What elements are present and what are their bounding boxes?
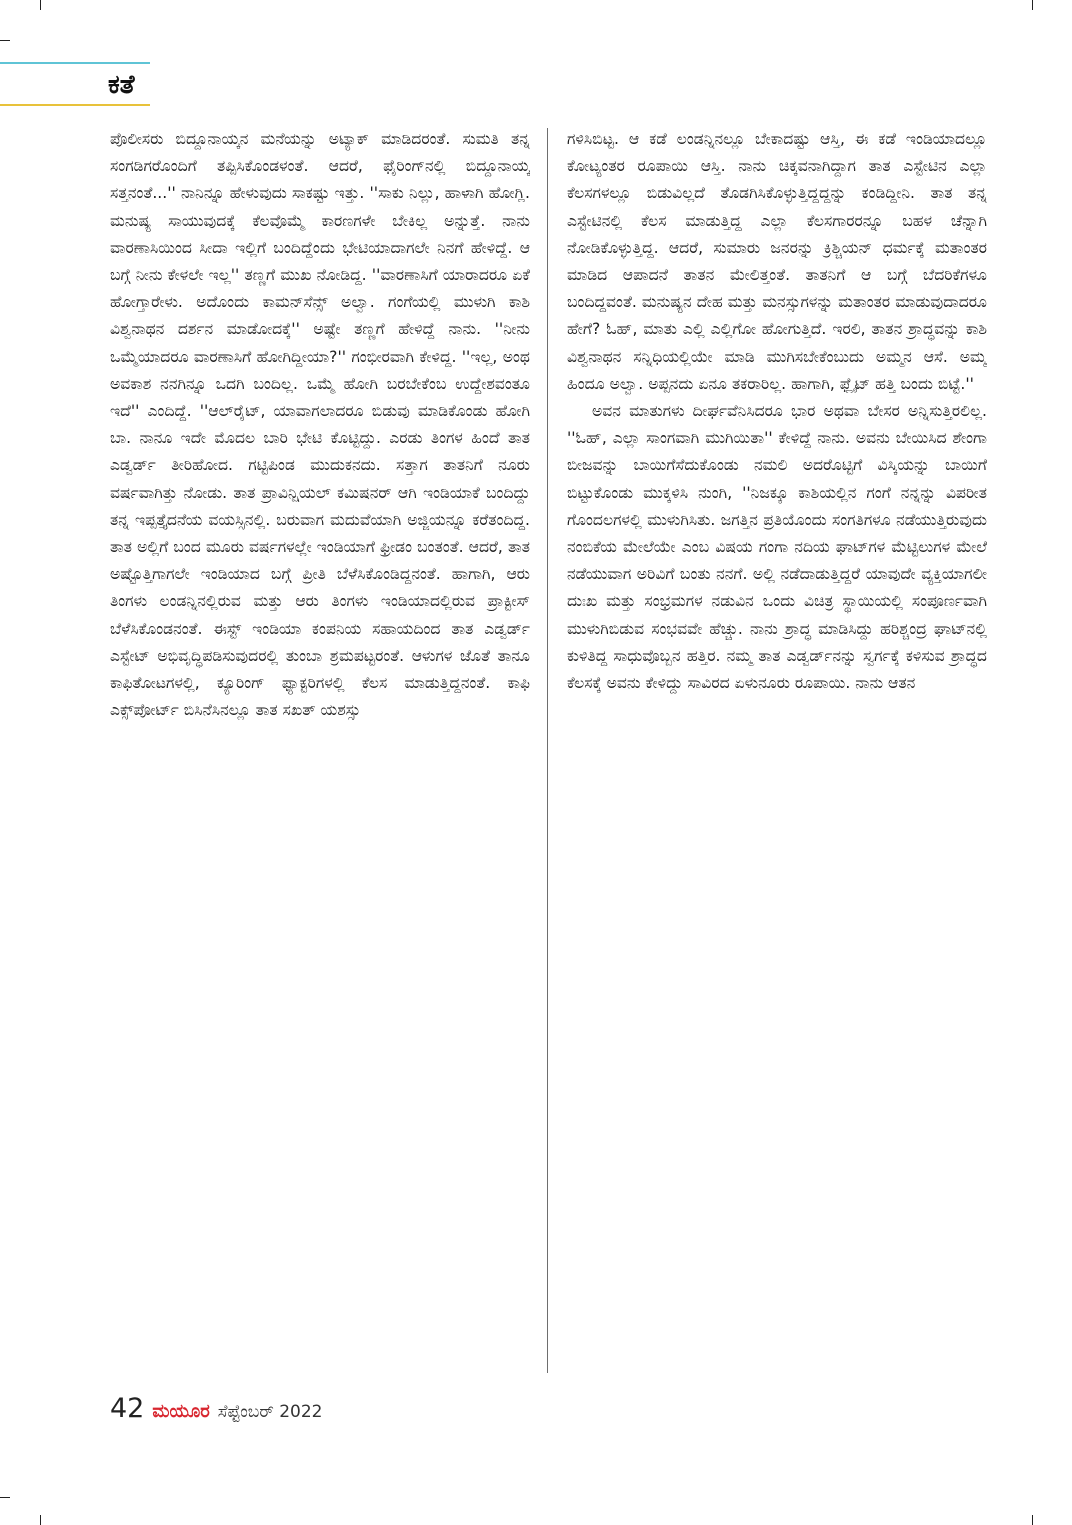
page-number: 42 (110, 1393, 145, 1424)
crop-mark (40, 0, 41, 10)
text-column-left (110, 126, 530, 1376)
issue-date: ಸೆಪ್ಟೆಂಬರ್ 2022 (217, 1402, 323, 1422)
paragraph: ಗಳಿಸಿಬಿಟ್ಟ. ಆ ಕಡೆ ಲಂಡನ್ನಿನಲ್ಲೂ ಬೇಕಾದಷ್ಟು ಆಸ್ತಿ, ಈ ಕಡೆ ಇಂಡಿಯಾದಲ್ಲೂ ಕೋಟ್ಯಂತರ ರೂಪಾಯಿ ಆಸ್ತಿ. ನಾನು ಚಿಕ್ಕವನಾಗಿದ್ದಾಗ ತಾತ ಎಸ್ಟೇಟಿನ ಎಲ್ಲಾ ಕೆಲಸಗಳಲ್ಲೂ ಬಿಡುವಿಲ್ಲದೆ ತೊಡಗಿಸಿಕೊಳ್ಳುತ್ತಿದ್ದದ್ದನ್ನು ಕಂಡಿದ್ದೀನಿ. ತಾತ ತನ್ನ ಎಸ್ಟೇಟಿನಲ್ಲಿ ಕೆಲಸ ಮಾಡುತ್ತಿದ್ದ ಎಲ್ಲಾ ಕೆಲಸಗಾರರನ್ನೂ ಬಹಳ ಚೆನ್ನಾಗಿ ನೋಡಿಕೊಳ್ಳುತ್ತಿದ್ದ. ಆದರೆ, ಸುಮಾರು ಜನರನ್ನು ಕ್ರಿಶ್ಚಿಯನ್ ಧರ್ಮಕ್ಕೆ ಮತಾಂತರ ಮಾಡಿದ ಆಪಾದನೆ ತಾತನ ಮೇಲಿತ್ತಂತೆ. ತಾತನಿಗೆ ಆ ಬಗ್ಗೆ ಬೆದರಿಕೆಗಳೂ ಬಂದಿದ್ದವಂತೆ. ಮನುಷ್ಯನ ದೇಹ ಮತ್ತು ಮನಸ್ಸುಗಳನ್ನು ಮತಾಂತರ ಮಾಡುವುದಾದರೂ ಹೇಗೆ? ಓಹ್, ಮಾತು ಎಲ್ಲಿ ಎಲ್ಲಿಗೋ ಹೋಗುತ್ತಿದೆ. ಇರಲಿ, ತಾತನ ಶ್ರಾದ್ಧವನ್ನು ಕಾಶಿ ವಿಶ್ವನಾಥನ ಸನ್ನಿಧಿಯಲ್ಲಿಯೇ ಮಾಡಿ ಮುಗಿಸಬೇಕೆಂಬುದು ಅಮ್ಮನ ಆಸೆ. ಅಮ್ಮ ಹಿಂದೂ ಅಲ್ವಾ. ಅಪ್ಪನದು ಏನೂ ತಕರಾರಿಲ್ಲ. ಹಾಗಾಗಿ, ಫ್ಲೈಟ್ ಹತ್ತಿ ಬಂದು ಬಿಟ್ಟೆ.'' (567, 130, 987, 393)
crop-mark (0, 1497, 10, 1498)
page-footer (110, 1393, 322, 1427)
section-rule-bottom (0, 104, 150, 106)
crop-mark (1032, 0, 1033, 10)
section-label: ಕತೆ (108, 70, 135, 100)
crop-mark (40, 1515, 41, 1525)
paragraph: ಪೊಲೀಸರು ಬಿದ್ದೂನಾಯ್ಕನ ಮನೆಯನ್ನು ಅಟ್ಯಾಕ್ ಮಾಡಿದರಂತೆ. ಸುಮತಿ ತನ್ನ ಸಂಗಡಿಗರೊಂದಿಗೆ ತಪ್ಪಿಸಿಕೊಂಡಳಂತೆ. ಆದರೆ, ಫೈರಿಂಗ್‌ನಲ್ಲಿ ಬಿದ್ದೂನಾಯ್ಕ ಸತ್ತನಂತೆ...'' ನಾನಿನ್ನೂ ಹೇಳುವುದು ಸಾಕಷ್ಟು ಇತ್ತು. ''ಸಾಕು ನಿಲ್ಲು, ಹಾಳಾಗಿ ಹೋಗ್ಲಿ. ಮನುಷ್ಯ ಸಾಯುವುದಕ್ಕೆ ಕೆಲವೊಮ್ಮೆ ಕಾರಣಗಳೇ ಬೇಕಿಲ್ಲ ಅನ್ನುತ್ತೆ. ನಾನು ವಾರಣಾಸಿಯಿಂದ ಸೀದಾ ಇಲ್ಲಿಗೆ ಬಂದಿದ್ದೆಂದು ಭೇಟಿಯಾದಾಗಲೇ ನಿನಗೆ ಹೇಳಿದ್ದೆ. ಆ ಬಗ್ಗೆ ನೀನು ಕೇಳಲೇ ಇಲ್ಲ'' ತಣ್ಣಗೆ ಮುಖ ನೋಡಿದ್ದ. ''ವಾರಣಾಸಿಗೆ ಯಾರಾದರೂ ಏಕೆ ಹೋಗ್ತಾರೇಳು. ಅದೊಂದು ಕಾಮನ್‌ಸೆನ್ಸ್ ಅಲ್ವಾ. ಗಂಗೆಯಲ್ಲಿ ಮುಳುಗಿ ಕಾಶಿ ವಿಶ್ವನಾಥನ ದರ್ಶನ ಮಾಡೋದಕ್ಕೆ'' ಅಷ್ಟೇ ತಣ್ಣಗೆ ಹೇಳಿದ್ದೆ ನಾನು. ''ನೀನು ಒಮ್ಮೆಯಾದರೂ ವಾರಣಾಸಿಗೆ ಹೋಗಿದ್ದೀಯಾ?'' ಗಂಭೀರವಾಗಿ ಕೇಳಿದ್ದ. ''ಇಲ್ಲ, ಅಂಥ ಅವಕಾಶ ನನಗಿನ್ನೂ ಒದಗಿ ಬಂದಿಲ್ಲ. ಒಮ್ಮೆ ಹೋಗಿ ಬರಬೇಕೆಂಬ ಉದ್ದೇಶವಂತೂ ಇದೆ'' ಎಂದಿದ್ದೆ. ''ಆಲ್‌ರೈಟ್, ಯಾವಾಗಲಾದರೂ ಬಿಡುವು ಮಾಡಿಕೊಂಡು ಹೋಗಿ ಬಾ. ನಾನೂ ಇದೇ ಮೊದಲ ಬಾರಿ ಭೇಟಿ ಕೊಟ್ಟಿದ್ದು. ಎರಡು ತಿಂಗಳ ಹಿಂದೆ ತಾತ ಎಡ್ವರ್ಡ್ ತೀರಿಹೋದ. ಗಟ್ಟಿಪಿಂಡ ಮುದುಕನದು. ಸತ್ತಾಗ ತಾತನಿಗೆ ನೂರು ವರ್ಷವಾಗಿತ್ತು ನೋಡು. ತಾತ ಪ್ರಾವಿನ್ಷಿಯಲ್ ಕಮಿಷನರ್ ಆಗಿ ಇಂಡಿಯಾಕೆ ಬಂದಿದ್ದು ತನ್ನ ಇಪ್ಪತ್ತೈದನೆಯ ವಯಸ್ಸಿನಲ್ಲಿ. ಬರುವಾಗ ಮದುವೆಯಾಗಿ ಅಜ್ಜಿಯನ್ನೂ ಕರೆತಂದಿದ್ದ. ತಾತ ಅಲ್ಲಿಗೆ ಬಂದ ಮೂರು ವರ್ಷಗಳಲ್ಲೇ ಇಂಡಿಯಾಗೆ ಫ್ರೀಡಂ ಬಂತಂತೆ. ಆದರೆ, ತಾತ ಅಷ್ಟೊತ್ತಿಗಾಗಲೇ ಇಂಡಿಯಾದ ಬಗ್ಗೆ ಪ್ರೀತಿ ಬೆಳೆಸಿಕೊಂಡಿದ್ದನಂತೆ. ಹಾಗಾಗಿ, ಆರು ತಿಂಗಳು ಲಂಡನ್ನಿನಲ್ಲಿರುವ ಮತ್ತು ಆರು ತಿಂಗಳು ಇಂಡಿಯಾದಲ್ಲಿರುವ ಪ್ರಾಕ್ಟೀಸ್ ಬೆಳೆಸಿಕೊಂಡನಂತೆ. ಈಸ್ಟ್ ಇಂಡಿಯಾ ಕಂಪನಿಯ ಸಹಾಯದಿಂದ ತಾತ ಎಡ್ವರ್ಡ್ ಎಸ್ಟೇಟ್ ಅಭಿವೃದ್ಧಿಪಡಿಸುವುದರಲ್ಲಿ ತುಂಬಾ ಶ್ರಮಪಟ್ಟರಂತೆ. ಆಳುಗಳ ಜೊತೆ ತಾನೂ ಕಾಫಿತೋಟಗಳಲ್ಲಿ, ಕ್ಯೂರಿಂಗ್ ಫ್ಯಾಕ್ಟರಿಗಳಲ್ಲಿ ಕೆಲಸ ಮಾಡುತ್ತಿದ್ದನಂತೆ. ಕಾಫಿ ಎಕ್ಸ್‌ಪೋರ್ಟ್ ಬಿಸಿನೆಸಿನಲ್ಲೂ ತಾತ ಸಖತ್ ಯಶಸ್ಸು (110, 130, 530, 720)
crop-mark (1032, 1515, 1033, 1525)
crop-mark (0, 40, 10, 41)
paragraph: ಅವನ ಮಾತುಗಳು ದೀರ್ಘವೆನಿಸಿದರೂ ಭಾರ ಅಥವಾ ಬೇಸರ ಅನ್ನಿಸುತ್ತಿರಲಿಲ್ಲ. ''ಓಹ್, ಎಲ್ಲಾ ಸಾಂಗವಾಗಿ ಮುಗಿಯಿತಾ'' ಕೇಳಿದ್ದೆ ನಾನು. ಅವನು ಬೇಯಿಸಿದ ಶೇಂಗಾ ಬೀಜವನ್ನು ಬಾಯಿಗೆಸೆದುಕೊಂಡು ನಮಲಿ ಅದರೊಟ್ಟಿಗೆ ವಿಸ್ಕಿಯನ್ನು ಬಾಯಿಗೆ ಬಿಟ್ಟುಕೊಂಡು ಮುಕ್ಕಳಿಸಿ ನುಂಗಿ, ''ನಿಜಕ್ಕೂ ಕಾಶಿಯಲ್ಲಿನ ಗಂಗೆ ನನ್ನನ್ನು ವಿಪರೀತ ಗೊಂದಲಗಳಲ್ಲಿ ಮುಳುಗಿಸಿತು. ಜಗತ್ತಿನ ಪ್ರತಿಯೊಂದು ಸಂಗತಿಗಳೂ ನಡೆಯುತ್ತಿರುವುದು ನಂಬಿಕೆಯ ಮೇಲೆಯೇ ಎಂಬ ವಿಷಯ ಗಂಗಾ ನದಿಯ ಘಾಟ್‌ಗಳ ಮೆಟ್ಟಿಲುಗಳ ಮೇಲೆ ನಡೆಯುವಾಗ ಅರಿವಿಗೆ ಬಂತು ನನಗೆ. ಅಲ್ಲಿ ನಡೆದಾಡುತ್ತಿದ್ದರೆ ಯಾವುದೇ ವ್ಯಕ್ತಿಯಾಗಲೀ ದುಃಖ ಮತ್ತು ಸಂಭ್ರಮಗಳ ನಡುವಿನ ಒಂದು ವಿಚಿತ್ರ ಸ್ಥಾಯಿಯಲ್ಲಿ ಸಂಪೂರ್ಣವಾಗಿ ಮುಳುಗಿಬಿಡುವ ಸಂಭವವೇ ಹೆಚ್ಚು. ನಾನು ಶ್ರಾದ್ಧ ಮಾಡಿಸಿದ್ದು ಹರಿಶ್ಚಂದ್ರ ಘಾಟ್‌ನಲ್ಲಿ ಕುಳಿತಿದ್ದ ಸಾಧುವೊಬ್ಬನ ಹತ್ತಿರ. ನಮ್ಮ ತಾತ ಎಡ್ವರ್ಡ್‌ನನ್ನು ಸ್ವರ್ಗಕ್ಕೆ ಕಳಿಸುವ ಶ್ರಾದ್ಧದ ಕೆಲಸಕ್ಕೆ ಅವನು ಕೇಳಿದ್ದು ಸಾವಿರದ ಏಳುನೂರು ರೂಪಾಯಿ. ನಾನು ಆತನ (567, 402, 987, 693)
section-rule-top (0, 62, 150, 64)
text-column-right (567, 126, 987, 1376)
column-divider (547, 128, 548, 1373)
magazine-name: ಮಯೂರ (152, 1401, 210, 1422)
